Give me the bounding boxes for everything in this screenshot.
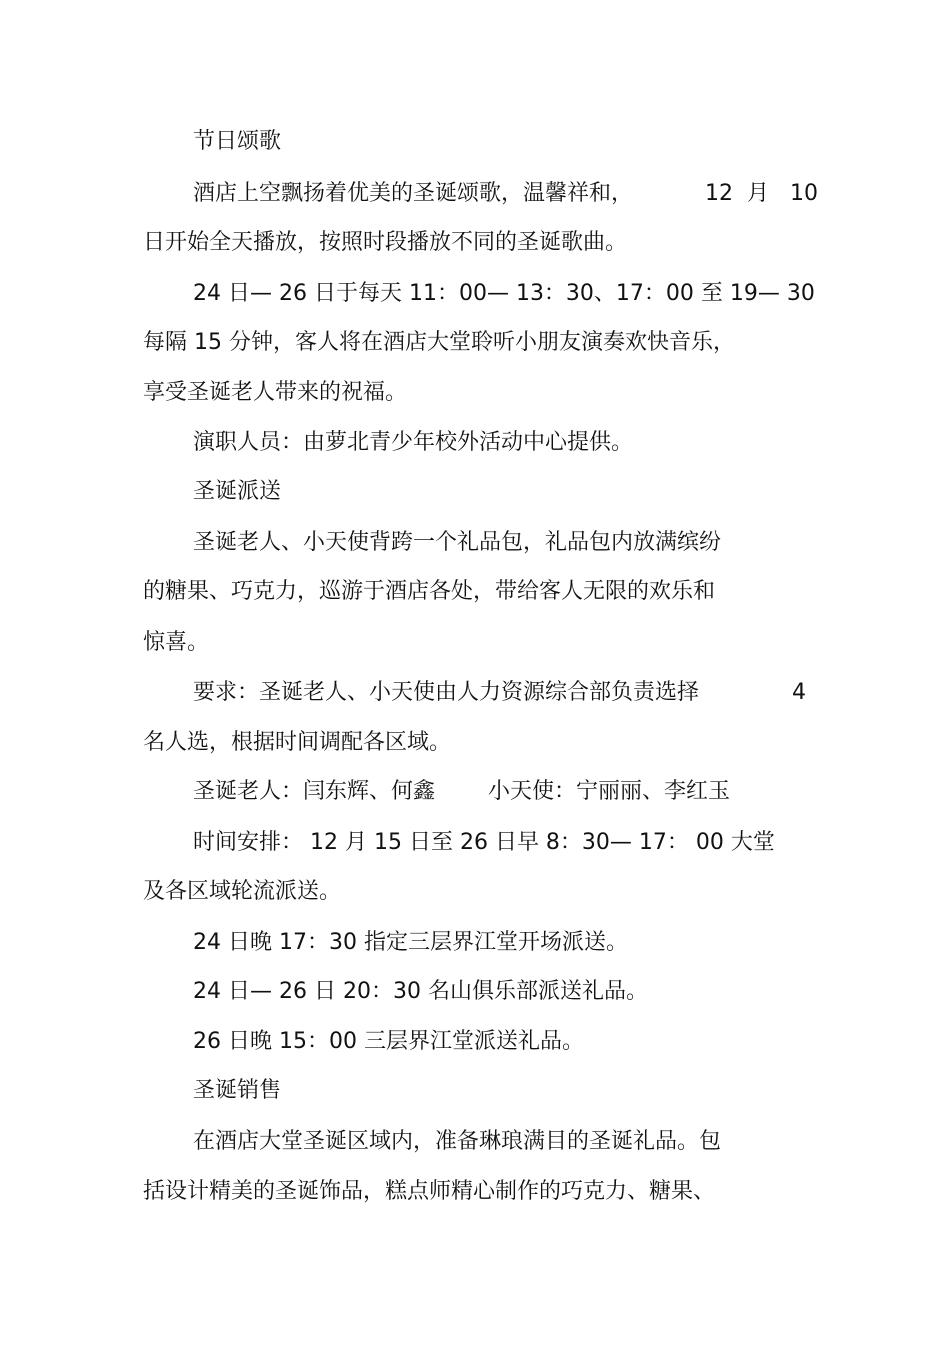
date-fragment: 12 月 10 bbox=[705, 181, 818, 206]
schedule-line: 24 日— 26 日 20：30 名山俱乐部派送礼品。 bbox=[193, 979, 648, 1004]
angel-staff: 小天使：宁丽丽、李红玉 bbox=[488, 779, 731, 804]
paragraph-line: 名人选，根据时间调配各区域。 bbox=[143, 730, 452, 755]
paragraph-line: 及各区域轮流派送。 bbox=[143, 879, 342, 904]
paragraph-line: 日开始全天播放，按照时段播放不同的圣诞歌曲。 bbox=[143, 230, 628, 255]
paragraph-line: 每隔 15 分钟，客人将在酒店大堂聆听小朋友演奏欢快音乐， bbox=[143, 330, 735, 355]
schedule-line: 24 日晚 17：30 指定三层界江堂开场派送。 bbox=[193, 930, 628, 955]
paragraph-line: 圣诞老人、小天使背跨一个礼品包，礼品包内放满缤纷 bbox=[193, 530, 722, 555]
paragraph-line: 要求：圣诞老人、小天使由人力资源综合部负责选择 bbox=[193, 680, 700, 705]
paragraph-line: 的糖果、巧克力，巡游于酒店各处，带给客人无限的欢乐和 bbox=[143, 579, 716, 604]
paragraph-line: 酒店上空飘扬着优美的圣诞颂歌，温馨祥和， bbox=[193, 181, 634, 206]
paragraph-line: 括设计精美的圣诞饰品，糕点师精心制作的巧克力、糖果、 bbox=[143, 1179, 716, 1204]
santa-staff: 圣诞老人：闫东辉、何鑫 bbox=[193, 779, 436, 804]
paragraph-line: 时间安排： 12 月 15 日至 26 日早 8：30— 17： 00 大堂 bbox=[193, 830, 775, 855]
count-fragment: 4 bbox=[792, 680, 806, 705]
paragraph-line: 演职人员：由萝北青少年校外活动中心提供。 bbox=[193, 430, 634, 455]
paragraph-line: 在酒店大堂圣诞区域内，准备琳琅满目的圣诞礼品。包 bbox=[193, 1129, 722, 1154]
paragraph-line: 享受圣诞老人带来的祝福。 bbox=[143, 380, 408, 405]
heading-christmas-delivery: 圣诞派送 bbox=[193, 479, 282, 504]
heading-christmas-sales: 圣诞销售 bbox=[193, 1078, 282, 1103]
schedule-line: 26 日晚 15：00 三层界江堂派送礼品。 bbox=[193, 1029, 584, 1054]
paragraph-line: 24 日— 26 日于每天 11：00— 13：30、17：00 至 19— 30 bbox=[193, 281, 815, 306]
heading-holiday-carols: 节日颂歌 bbox=[193, 129, 282, 154]
paragraph-line: 惊喜。 bbox=[143, 630, 210, 655]
